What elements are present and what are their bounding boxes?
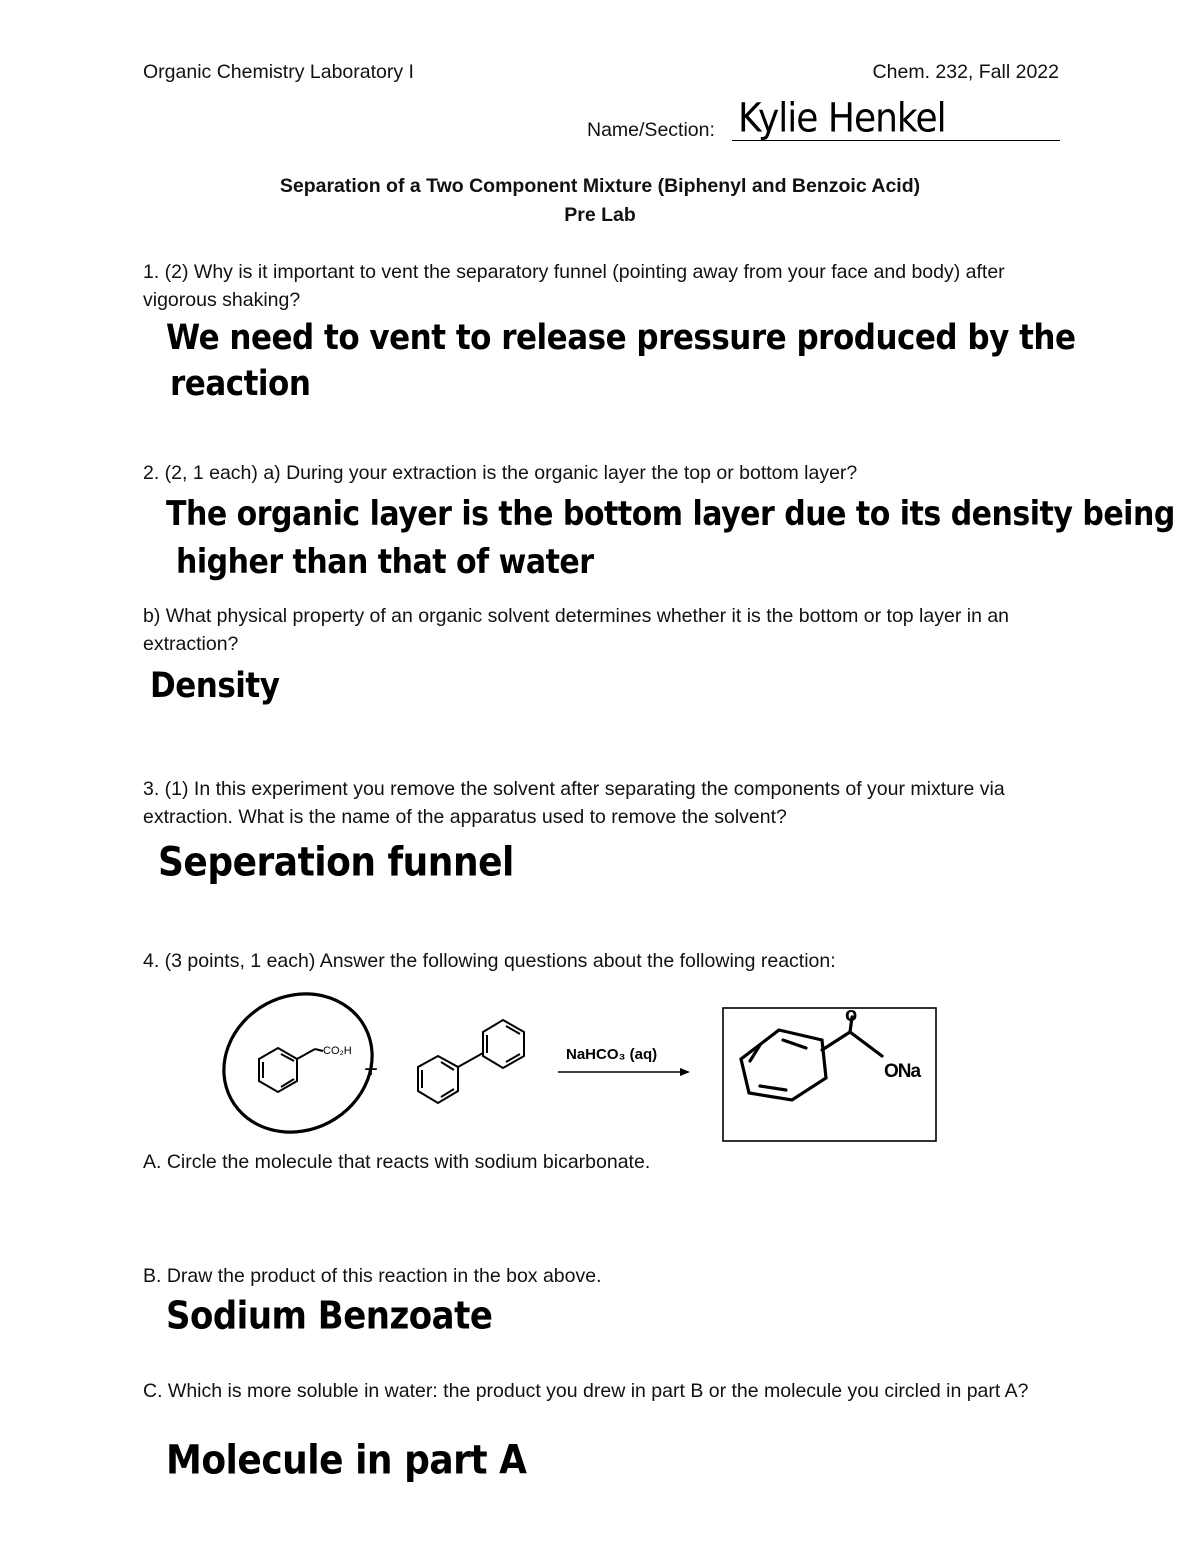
answer-4b: Sodium Benzoate (166, 1293, 493, 1339)
course-term: Chem. 232, Fall 2022 (872, 61, 1059, 83)
course-title: Organic Chemistry Laboratory I (143, 61, 414, 83)
student-name: Kylie Henkel (738, 95, 946, 142)
question-2a: 2. (2, 1 each) a) During your extraction is the organic layer the top or bottom layer? (143, 462, 858, 484)
question-3: 3. (1) In this experiment you remove the solvent after separating the components of your mixture via extraction. What is the name of the apparatus used to remove the solvent? (143, 778, 1005, 828)
answer-2a-line-1: The organic layer is the bottom layer due to its density being (166, 494, 1175, 535)
answer-1-line-1: We need to vent to release pressure produced by the (166, 317, 1076, 359)
question-4: 4. (3 points, 1 each) Answer the following questions about the following reaction: (143, 950, 836, 972)
plus-sign: + (364, 1056, 379, 1083)
reaction-scheme (0, 990, 1200, 1160)
answer-3: Seperation funnel (158, 839, 514, 886)
question-4b: B. Draw the product of this reaction in the box above. (143, 1265, 602, 1287)
answer-2b: Density (150, 665, 280, 707)
question-2b: b) What physical property of an organic solvent determines whether it is the bottom or top layer in an extraction? (143, 605, 1010, 655)
answer-2a-line-2: higher than that of water (176, 542, 594, 583)
reagent-label: NaHCO₃ (aq) (566, 1046, 658, 1063)
product-structure (741, 1017, 882, 1100)
name-section-label: Name/Section: (587, 119, 715, 141)
answer-4c: Molecule in part A (166, 1437, 527, 1484)
benzoic-acid-structure (259, 1048, 323, 1092)
product-oxygen: o (845, 1004, 858, 1026)
document-title: Separation of a Two Component Mixture (Biphenyl and Benzoic Acid) (279, 175, 921, 197)
answer-1-line-2: reaction (170, 363, 311, 405)
question-4a: A. Circle the molecule that reacts with sodium bicarbonate. (143, 1151, 651, 1173)
question-1: 1. (2) Why is it important to vent the separatory funnel (pointing away from your face and body) after vigorous shaking? (143, 261, 1005, 311)
question-4c: C. Which is more soluble in water: the product you drew in part B or the molecule you circled in part A? (143, 1380, 1029, 1402)
biphenyl-structure (418, 1020, 524, 1103)
arrow-head (680, 1068, 690, 1076)
product-label: ONa (884, 1061, 921, 1082)
document-subtitle: Pre Lab (564, 204, 636, 226)
reactant-1-label: CO₂H (323, 1045, 352, 1057)
